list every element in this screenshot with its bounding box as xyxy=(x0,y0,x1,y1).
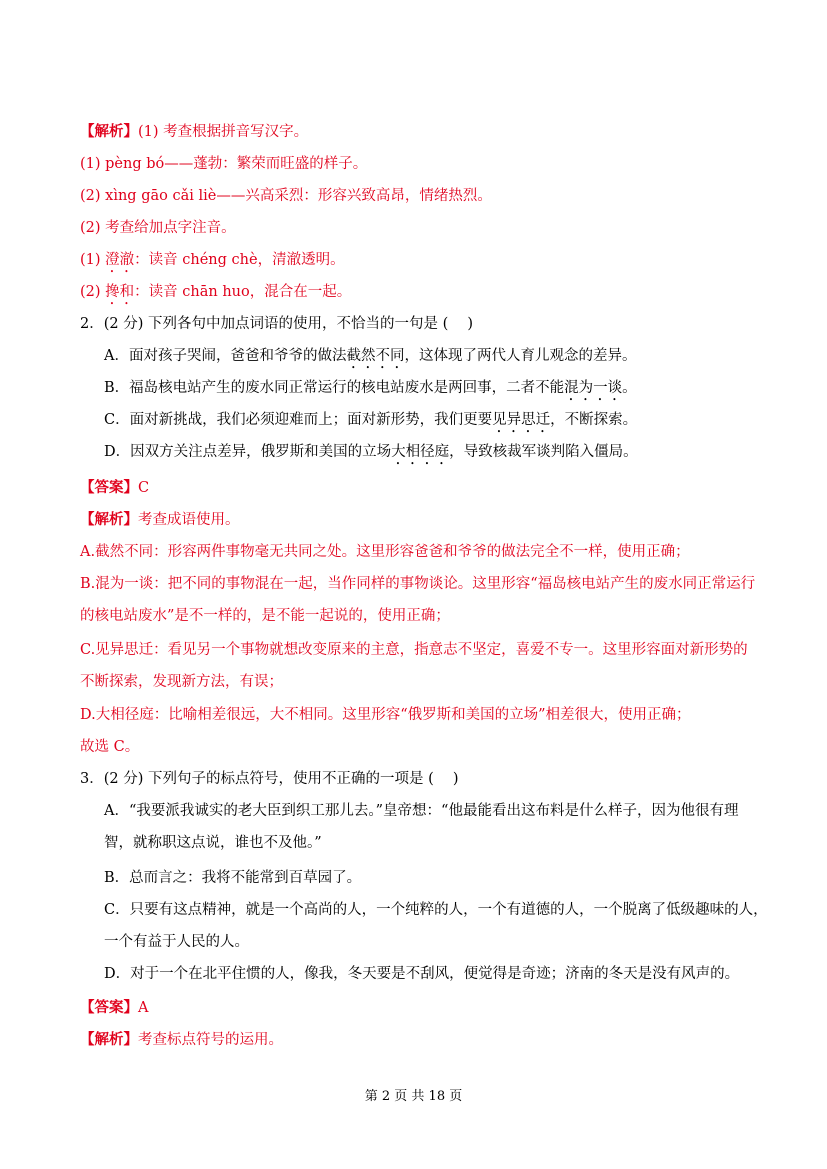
analysis-text: 考查成语使用。 xyxy=(138,512,240,528)
question-2-option-a xyxy=(104,346,636,372)
dotted-word: 大相径庭 xyxy=(391,444,450,460)
analysis-item: (2) xìng gāo cǎi liè——兴高采烈：形容兴致高昂，情绪热烈。 xyxy=(80,188,492,204)
question-2-analysis-header xyxy=(80,510,240,530)
question-2-stem: 2．(2 分) 下列各句中加点词语的使用，不恰当的一句是 ( ) xyxy=(80,316,474,332)
analysis-item xyxy=(80,282,351,308)
answer-value: A xyxy=(138,1000,149,1016)
analysis-item xyxy=(80,250,345,276)
option-text: C．面对新挑战，我们必须迎难而上；面对新形势，我们更要 xyxy=(104,412,493,428)
answer-tag: 【答案】 xyxy=(80,999,138,1016)
item-rest: ：读音 chéng chè，清澈透明。 xyxy=(134,252,345,268)
question-3-answer xyxy=(80,998,148,1018)
item-prefix: (1) xyxy=(80,252,106,268)
question-3-option-a-cont: 智，就称职这点说，谁也不及他。” xyxy=(104,835,322,851)
explanation-b-cont: 的核电站废水”是不一样的，是不能一起说的，使用正确； xyxy=(80,608,450,624)
page-number: 第 2 页 共 18 页 xyxy=(364,1089,463,1104)
analysis-item: (2) 考查给加点字注音。 xyxy=(80,220,236,236)
dotted-word: 见异思迁 xyxy=(492,412,551,428)
option-text: ，这体现了两代人育儿观念的差异。 xyxy=(404,348,637,364)
option-text: A．面对孩子哭闹，爸爸和爷爷的做法 xyxy=(104,348,347,364)
dotted-word: 搀和 xyxy=(105,284,135,300)
explanation-d: D.大相径庭：比喻相差很远，大不相同。这里形容“俄罗斯和美国的立场”相差很大，使用正确； xyxy=(80,707,691,723)
explanation-c: C.见异思迁：看见另一个事物就想改变原来的主意，指意志不坚定，喜爱不专一。这里形容面对新形势的 xyxy=(80,642,748,658)
option-text: 。 xyxy=(622,380,637,396)
question-2-answer xyxy=(80,478,149,498)
question-2-option-b xyxy=(104,378,637,404)
explanation-c-cont: 不断探索，发现新方法，有误； xyxy=(80,674,283,690)
question-3-option-c-cont: 一个有益于人民的人。 xyxy=(104,934,249,950)
analysis-header-text: (1) 考查根据拼音写汉字。 xyxy=(138,124,309,140)
item-rest: ：读音 chān huo，混合在一起。 xyxy=(134,284,352,300)
item-prefix: (2) xyxy=(80,284,106,300)
dotted-word: 混为一谈 xyxy=(564,380,623,396)
option-text: D．因双方关注点差异，俄罗斯和美国的立场 xyxy=(104,444,392,460)
question-3-analysis-header xyxy=(80,1030,283,1050)
analysis-tag: 【解析】 xyxy=(80,511,138,528)
explanation-a: A.截然不同：形容两件事物毫无共同之处。这里形容爸爸和爷爷的做法完全不一样，使用正确； xyxy=(80,544,690,560)
analysis-header xyxy=(80,122,308,142)
question-3-option-c: C．只要有这点精神，就是一个高尚的人，一个纯粹的人，一个有道德的人，一个脱离了低级趣味的人， xyxy=(104,902,768,918)
option-text: ，导致核裁军谈判陷入僵局。 xyxy=(449,444,638,460)
option-text: ，不断探索。 xyxy=(550,412,638,428)
question-2-option-d xyxy=(104,442,638,468)
question-3-option-d: D．对于一个在北平住惯的人，像我，冬天要是不刮风，便觉得是奇迹；济南的冬天是没有风声的。 xyxy=(104,966,740,982)
question-3-option-a: A．“我要派我诚实的老大臣到织工那儿去。”皇帝想：“他最能看出这布料是什么样子，因为他很有理 xyxy=(104,803,739,819)
answer-tag: 【答案】 xyxy=(80,479,138,496)
option-text: B．福岛核电站产生的废水同正常运行的核电站废水是两回事，二者不能 xyxy=(104,380,565,396)
analysis-tag: 【解析】 xyxy=(80,1031,138,1048)
question-3-stem: 3．(2 分) 下列句子的标点符号，使用不正确的一项是 ( ) xyxy=(80,771,459,787)
question-3-option-b: B．总而言之：我将不能常到百草园了。 xyxy=(104,870,362,886)
dotted-word: 澄澈 xyxy=(105,252,135,268)
analysis-item: (1) pèng bó——蓬勃：繁荣而旺盛的样子。 xyxy=(80,156,368,172)
dotted-word: 截然不同 xyxy=(346,348,405,364)
question-2-option-c xyxy=(104,410,637,436)
conclusion: 故选 C。 xyxy=(80,739,140,755)
analysis-tag: 【解析】 xyxy=(80,123,138,140)
explanation-b: B.混为一谈：把不同的事物混在一起，当作同样的事物谈论。这里形容“福岛核电站产生的废水同正常运行 xyxy=(80,576,756,592)
analysis-text: 考查标点符号的运用。 xyxy=(138,1032,283,1048)
answer-value: C xyxy=(138,480,150,496)
